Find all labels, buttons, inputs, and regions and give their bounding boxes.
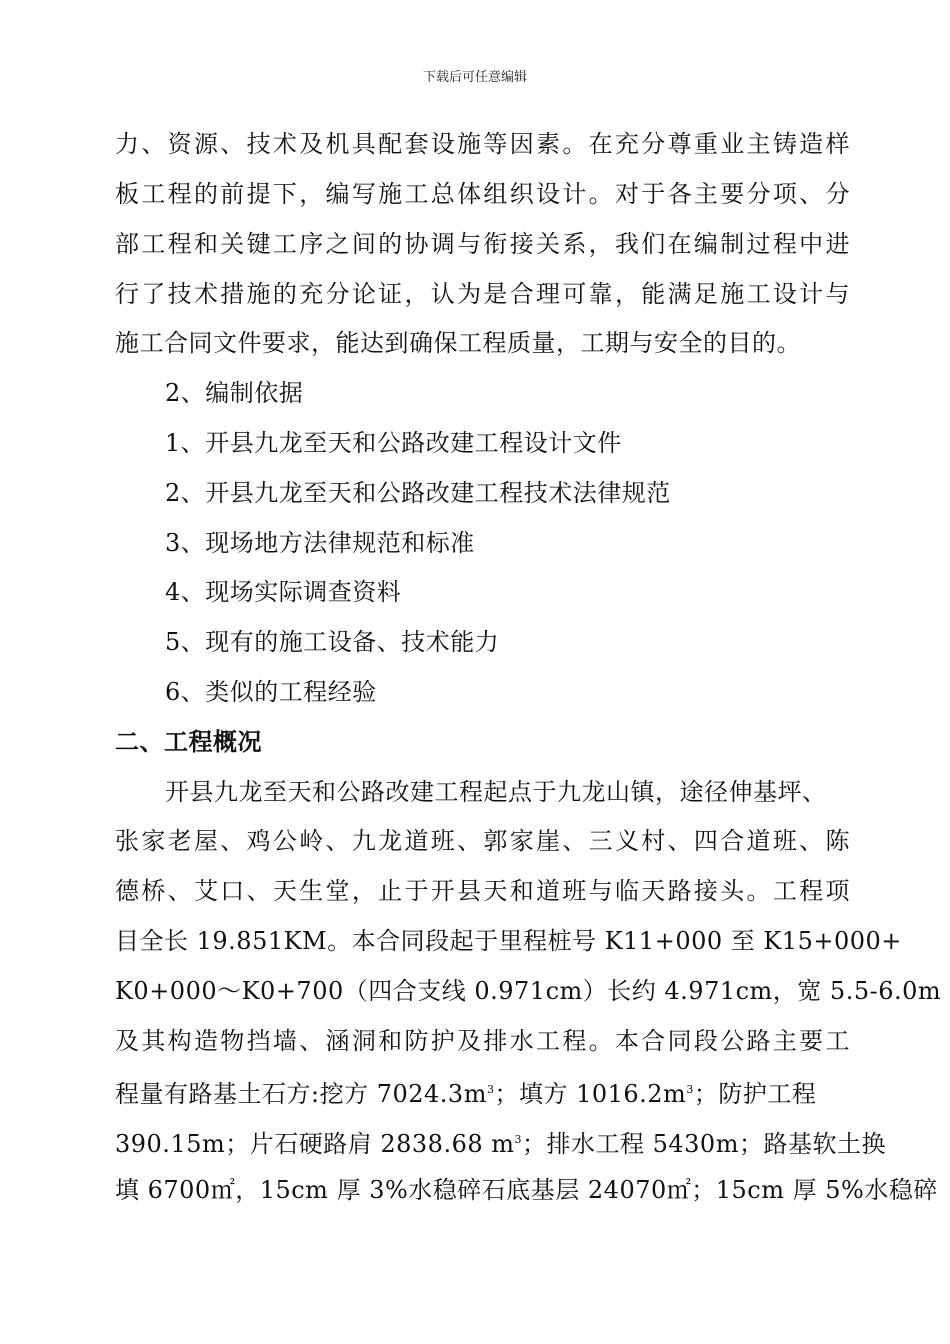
paragraph-line: 力、资源、技术及机具配套设施等因素。在充分尊重业主铸造样 — [115, 130, 850, 158]
basis-item: 6、类似的工程经验 — [165, 678, 377, 706]
paragraph-line: 行了技术措施的充分论证，认为是合理可靠，能满足施工设计与 — [115, 280, 850, 308]
quantity-line — [115, 1124, 886, 1160]
quantity-text: ；填方 1016.2m — [494, 1080, 687, 1108]
section-heading: 二、工程概况 — [115, 727, 262, 756]
quantity-text: ；防护工程 — [693, 1080, 817, 1108]
paragraph-line: 板工程的前提下，编写施工总体组织设计。对于各主要分项、分 — [115, 180, 850, 208]
quantity-text: 390.15m；片石硬路肩 2838.68 m — [115, 1130, 515, 1158]
overview-line: 张家老屋、鸡公岭、九龙道班、郭家崖、三义村、四合道班、陈 — [115, 827, 850, 855]
quantity-line — [115, 1074, 816, 1110]
basis-item: 4、现场实际调查资料 — [165, 578, 402, 606]
quantity-text: ；排水工程 5430m；路基软土换 — [522, 1130, 886, 1158]
overview-line: 德桥、艾口、天生堂，止于开县天和道班与临天路接头。工程项 — [115, 877, 850, 905]
overview-line: 开县九龙至天和公路改建工程起点于九龙山镇，途径伸基坪、 — [165, 778, 827, 806]
basis-item: 3、现场地方法律规范和标准 — [165, 529, 475, 557]
overview-line: K0+000～K0+700（四合支线 0.971cm）长约 4.971cm，宽 5.5-6.0m — [115, 977, 942, 1005]
overview-line: 目全长 19.851KM。本合同段起于里程桩号 K11+000 至 K15+000+ — [115, 927, 902, 955]
paragraph-line: 施工合同文件要求，能达到确保工程质量，工期与安全的目的。 — [115, 329, 801, 357]
basis-title: 2、编制依据 — [165, 379, 304, 407]
quantity-line: 填 6700㎡，15cm 厚 3%水稳碎石底基层 24070㎡；15cm 厚 5%水稳碎 — [115, 1176, 938, 1204]
superscript: 3 — [514, 1133, 522, 1146]
page-header: 下载后可任意编辑 — [422, 70, 527, 85]
paragraph-line: 部工程和关键工序之间的协调与衔接关系，我们在编制过程中进 — [115, 230, 850, 258]
quantity-text: 程量有路基土石方:挖方 7024.3m — [115, 1080, 487, 1108]
overview-line: 及其构造物挡墙、涵洞和防护及排水工程。本合同段公路主要工 — [115, 1027, 850, 1055]
superscript: 3 — [486, 1083, 495, 1096]
basis-item: 2、开县九龙至天和公路改建工程技术法律规范 — [165, 479, 671, 507]
basis-item: 1、开县九龙至天和公路改建工程设计文件 — [165, 429, 622, 457]
superscript: 3 — [686, 1083, 694, 1096]
basis-item: 5、现有的施工设备、技术能力 — [165, 628, 500, 656]
